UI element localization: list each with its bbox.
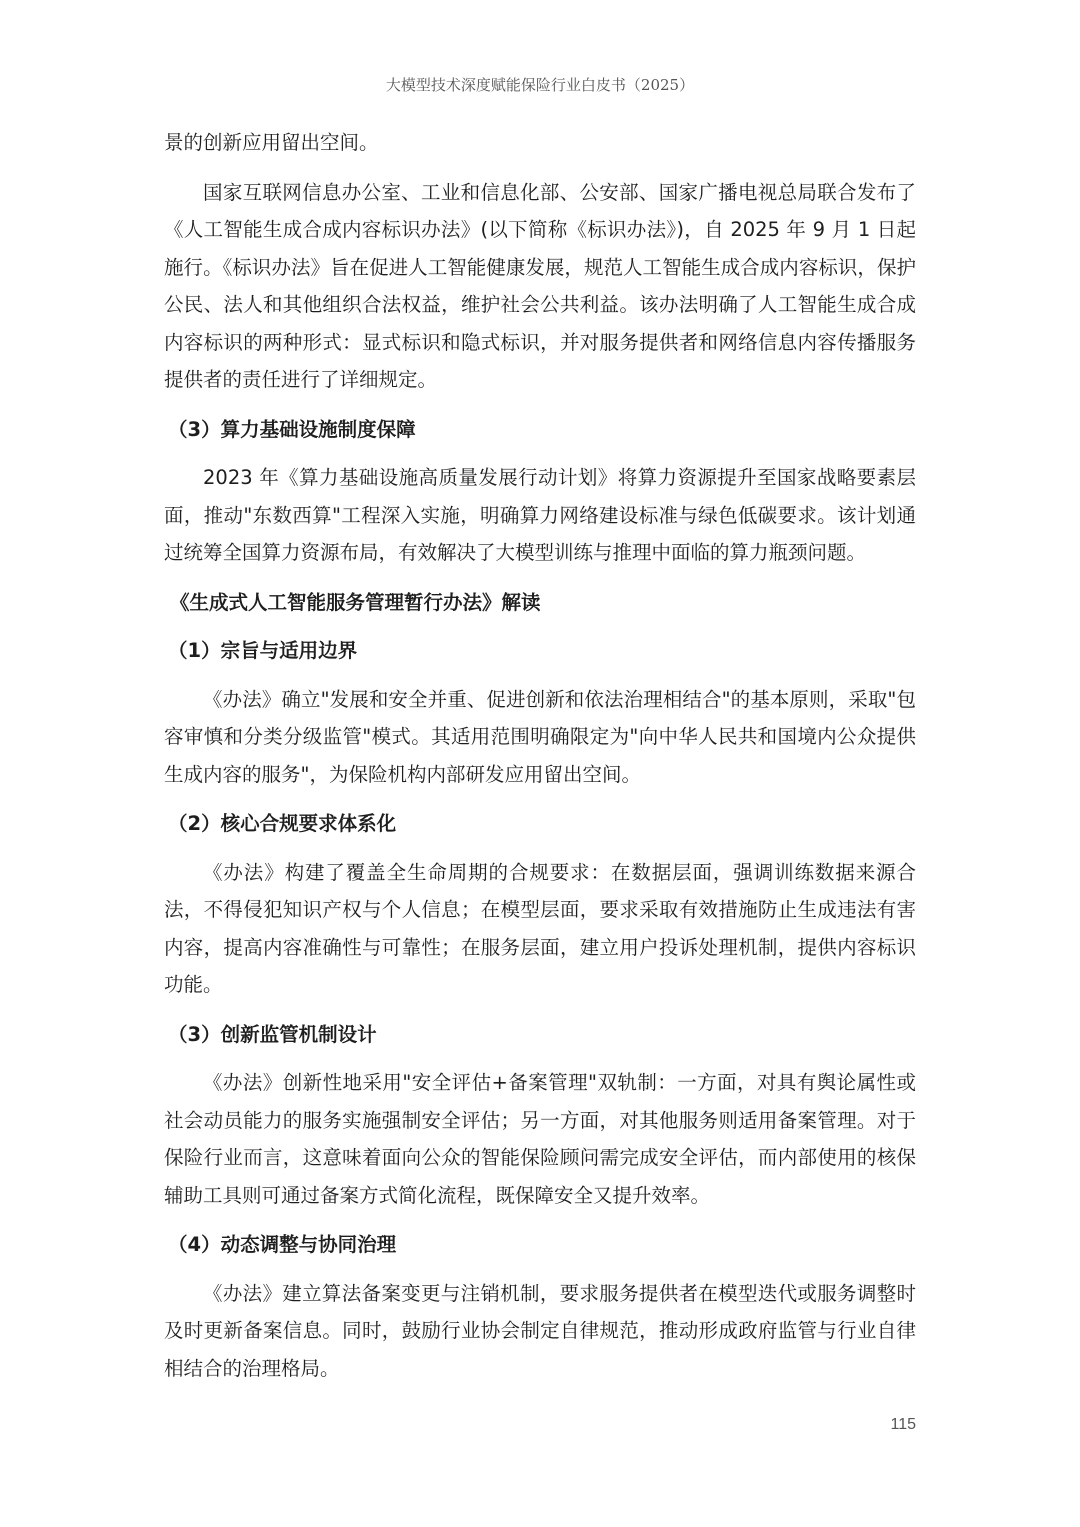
paragraph-purpose-scope: 《办法》确立"发展和安全并重、促进创新和依法治理相结合"的基本原则，采取"包容审慎和分类分级监管"模式。其适用范围明确限定为"向中华人民共和国境内公众提供生成内容的服务"，为保险机构内部研发应用留出空间。 <box>164 687 916 786</box>
page-number: 115 <box>890 1416 916 1433</box>
heading-genai-measures: 《生成式人工智能服务管理暂行办法》解读 <box>170 590 541 614</box>
body-text <box>164 124 916 1399</box>
running-header: 大模型技术深度赋能保险行业白皮书（2025） <box>385 76 695 94</box>
heading-computing-infrastructure: （3）算力基础设施制度保障 <box>168 417 416 441</box>
paragraph-continuation: 景的创新应用留出空间。 <box>164 131 379 154</box>
heading-compliance-system: （2）核心合规要求体系化 <box>168 812 397 835</box>
paragraph-compliance-system: 《办法》构建了覆盖全生命周期的合规要求：在数据层面，强调训练数据来源合法，不得侵犯知识产权与个人信息；在模型层面，要求采取有效措施防止生成违法有害内容，提高内容准确性与可靠性；在服务层面，建立用户投诉处理机制，提供内容标识功能。 <box>164 860 916 996</box>
paragraph-dynamic-governance: 《办法》建立算法备案变更与注销机制，要求服务提供者在模型迭代或服务调整时及时更新备案信息。同时，鼓励行业协会制定自律规范，推动形成政府监管与行业自律相结合的治理格局。 <box>164 1281 916 1380</box>
heading-dynamic-governance: （4）动态调整与协同治理 <box>168 1233 397 1256</box>
paragraph-labeling-measures: 国家互联网信息办公室、工业和信息化部、公安部、国家广播电视总局联合发布了《人工智能生成合成内容标识办法》(以下简称《标识办法》)，自 2025 年 9 月 1 日起施行。《标识办法》旨在促进人工智能健康发展，规范人工智能生成合成内容标识，保护公民、法人和其他组织合法权益，维护社会公共利益。该办法明确了人工智能生成合成内容标识的两种形式：显式标识和隐式标识，并对服务提供者和网络信息内容传播服务提供者的责任进行了详细规定。 <box>164 180 916 391</box>
heading-purpose-scope: （1）宗旨与适用边界 <box>168 639 358 662</box>
paragraph-computing-plan: 2023 年《算力基础设施高质量发展行动计划》将算力资源提升至国家战略要素层面，推动"东数西算"工程深入实施，明确算力网络建设标准与绿色低碳要求。该计划通过统筹全国算力资源布局，有效解决了大模型训练与推理中面临的算力瓶颈问题。 <box>164 466 916 564</box>
paragraph-regulatory-mechanism: 《办法》创新性地采用"安全评估+备案管理"双轨制：一方面，对具有舆论属性或社会动员能力的服务实施强制安全评估；另一方面，对其他服务则适用备案管理。对于保险行业而言，这意味着面向公众的智能保险顾问需完成安全评估，而内部使用的核保辅助工具则可通过备案方式简化流程，既保障安全又提升效率。 <box>164 1071 916 1207</box>
heading-regulatory-mechanism: （3）创新监管机制设计 <box>168 1022 377 1046</box>
